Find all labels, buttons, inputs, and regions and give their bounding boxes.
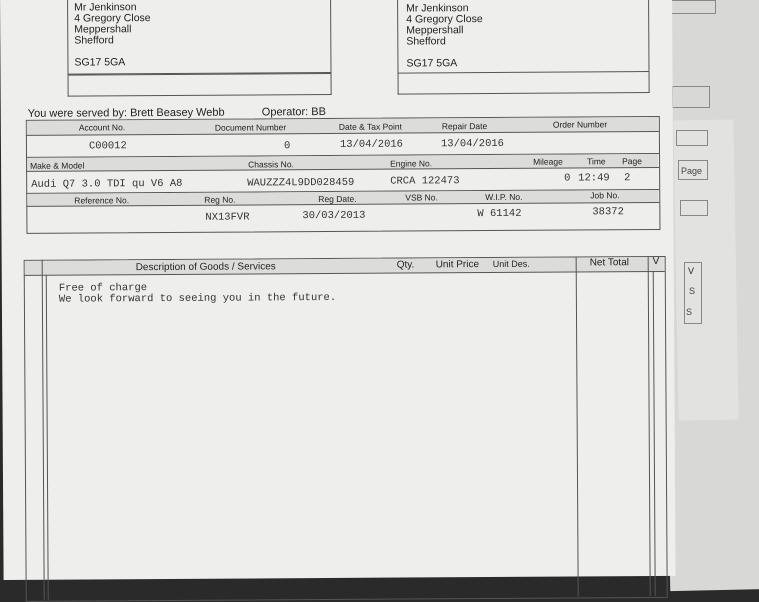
hdr-qty: Qty. bbox=[396, 259, 415, 271]
served-by: You were served by: Brett Beasey Webb bbox=[27, 106, 225, 120]
val-chassis-no: WAUZZZ4L9DD028459 bbox=[247, 176, 355, 190]
right-address-postcode: SG17 5GA bbox=[406, 57, 458, 70]
goods-line-1: Free of charge bbox=[58, 282, 148, 295]
side-box-2 bbox=[672, 86, 710, 108]
side-letter-s2: S bbox=[686, 307, 693, 317]
val-engine-no: CRCA 122473 bbox=[390, 175, 460, 188]
right-address-name: Mr Jenkinson bbox=[406, 2, 469, 15]
hdr-time: Time bbox=[587, 156, 606, 167]
hdr-page: Page bbox=[622, 156, 642, 167]
left-address-name: Mr Jenkinson bbox=[74, 1, 137, 14]
hdr-reg-date: Reg Date. bbox=[318, 193, 357, 205]
right-address-lower-box bbox=[398, 70, 650, 95]
side-letter-s1: S bbox=[689, 286, 696, 296]
val-time: 12:49 bbox=[578, 172, 610, 185]
goods-line-2: We look forward to seeing you in the future. bbox=[58, 291, 337, 306]
right-address-line2: Meppershall bbox=[406, 24, 464, 37]
hdr-net-total: Net Total bbox=[589, 257, 630, 269]
hdr-date-tax-point: Date & Tax Point bbox=[338, 121, 403, 132]
side-box-4 bbox=[680, 200, 708, 216]
hdr-order-number: Order Number bbox=[552, 119, 608, 130]
hdr-unit-des: Unit Des. bbox=[492, 258, 530, 269]
side-letter-v: V bbox=[688, 266, 695, 276]
side-box-3 bbox=[676, 130, 708, 146]
side-page-label: Page bbox=[681, 166, 703, 176]
val-document-number: 0 bbox=[283, 140, 291, 153]
hdr-unit-price: Unit Price bbox=[435, 259, 480, 271]
right-address-line1: 4 Gregory Close bbox=[406, 13, 483, 26]
goods-table bbox=[24, 256, 668, 602]
left-address-lower-box bbox=[68, 72, 332, 97]
hdr-account-no: Account No. bbox=[78, 122, 126, 133]
hdr-vat: V bbox=[652, 255, 660, 268]
hdr-mileage: Mileage bbox=[533, 156, 563, 167]
hdr-reference-no: Reference No. bbox=[74, 195, 130, 206]
val-reg-no: NX13FVR bbox=[205, 211, 250, 224]
hdr-chassis-no: Chassis No. bbox=[248, 159, 294, 170]
hdr-document-number: Document Number bbox=[214, 122, 287, 133]
val-wip-no: W 61142 bbox=[477, 207, 522, 221]
hdr-description: Description of Goods / Services bbox=[135, 261, 276, 274]
hdr-reg-no: Reg No. bbox=[204, 194, 236, 205]
val-job-no: 38372 bbox=[592, 206, 624, 219]
left-address-line2: Meppershall bbox=[74, 23, 132, 36]
val-reg-date: 30/03/2013 bbox=[302, 209, 366, 223]
side-box-top bbox=[668, 0, 716, 14]
hdr-repair-date: Repair Date bbox=[441, 121, 488, 132]
val-repair-date: 13/04/2016 bbox=[440, 137, 505, 151]
val-date-tax-point: 13/04/2016 bbox=[339, 138, 404, 151]
left-address-postcode: SG17 5GA bbox=[74, 56, 126, 69]
hdr-make-model: Make & Model bbox=[30, 160, 85, 171]
hdr-vsb-no: VSB No. bbox=[405, 192, 438, 203]
val-page: 2 bbox=[624, 172, 631, 185]
left-address-line1: 4 Gregory Close bbox=[74, 12, 151, 25]
left-address-line3: Shefford bbox=[74, 34, 114, 47]
val-mileage: 0 bbox=[564, 172, 571, 185]
right-address-line3: Shefford bbox=[406, 35, 446, 48]
hdr-engine-no: Engine No. bbox=[390, 158, 433, 169]
val-make-model: Audi Q7 3.0 TDI qu V6 A8 bbox=[31, 177, 183, 191]
hdr-wip-no: W.I.P. No. bbox=[485, 191, 523, 203]
val-account-no: C00012 bbox=[88, 140, 127, 153]
operator: Operator: BB bbox=[261, 106, 326, 119]
hdr-job-no: Job No. bbox=[590, 190, 620, 201]
